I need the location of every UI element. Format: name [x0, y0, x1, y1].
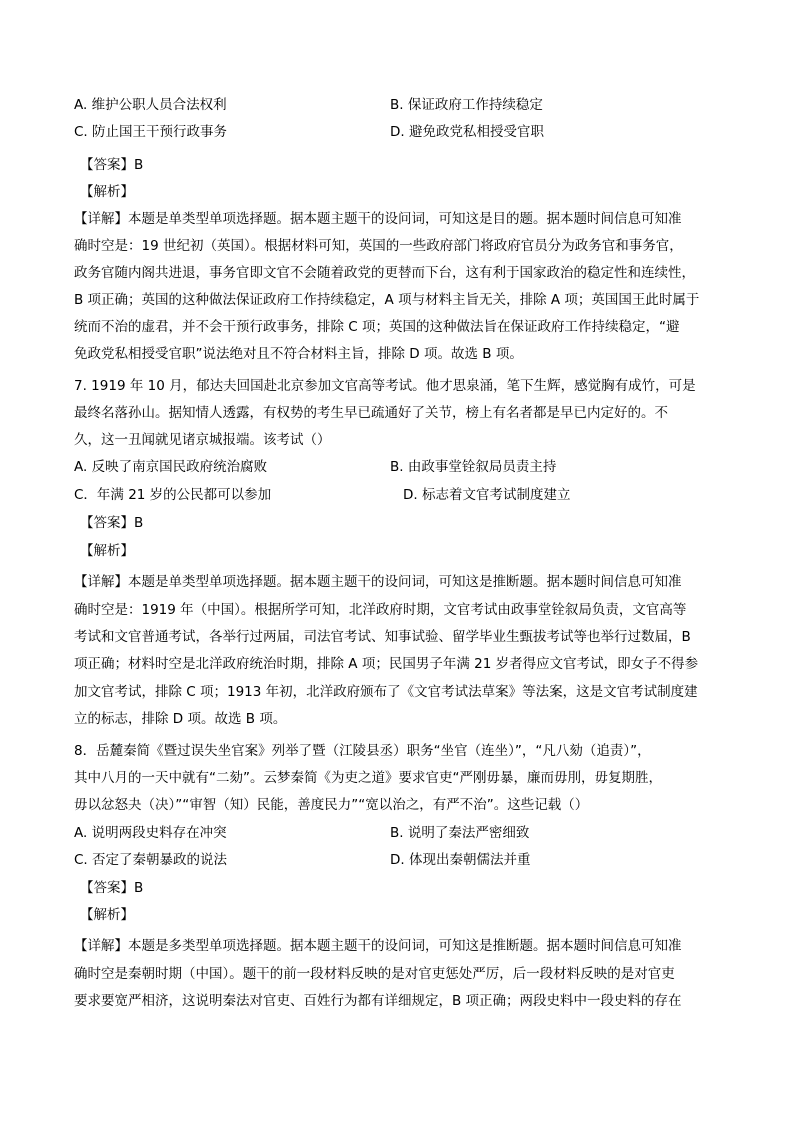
q7-option-d: D. 标志着文官考试制度建立 [403, 487, 571, 503]
q6-detail-line: 确时空是：19 世纪初（英国）。根据材料可知，英国的一些政府部门将政府官员分为政务官和事务官， [74, 238, 683, 254]
q7-analysis-label: 【解析】 [80, 543, 134, 559]
q6-detail-line: 政务官随内阁共进退，事务官即文官不会随着政党的更替而下台，这有利于国家政治的稳定性和连续性， [74, 265, 695, 281]
q6-detail-line: 统而不治的虚君，并不会干预行政事务，排除 C 项；英国的这种做法旨在保证政府工作持续稳定，“避 [74, 319, 680, 335]
q7-stem-line: 最终名落孙山。据知情人透露，有权势的考生早已疏通好了关节，榜上有名者都是早已内定好的。不 [74, 405, 668, 421]
q7-option-b: B. 由政事堂铨叙局员责主持 [390, 459, 557, 475]
q6-detail-line: B 项正确；英国的这种做法保证政府工作持续稳定，A 项与材料主旨无关，排除 A 项；英国国王此时属于 [74, 292, 700, 308]
q6-analysis-label: 【解析】 [80, 184, 134, 200]
q7-option-a: A. 反映了南京国民政府统治腐败 [74, 459, 268, 475]
q8-option-d: D. 体现出秦朝儒法并重 [390, 852, 531, 868]
q7-detail-line: 【详解】本题是单类型单项选择题。据本题主题干的设问词，可知这是推断题。据本题时间信息可知准 [74, 574, 682, 590]
q7-answer: 【答案】B [80, 515, 144, 531]
q8-option-b: B. 说明了秦法严密细致 [390, 825, 530, 841]
q7-option-c: C．年满 21 岁的公民都可以参加 [74, 487, 272, 503]
q7-detail-line: 立的标志，排除 D 项。故选 B 项。 [74, 711, 287, 727]
q8-stem-line: 8．岳麓秦简《暨过误失坐官案》列举了暨（江陵县丞）职务“坐官（连坐）”，“凡八劾（追责）”， [74, 743, 651, 759]
q8-option-c: C. 否定了秦朝暴政的说法 [74, 852, 228, 868]
q8-detail-line: 【详解】本题是多类型单项选择题。据本题主题干的设问词，可知这是推断题。据本题时间信息可知准 [74, 938, 682, 954]
q7-detail-line: 确时空是：1919 年（中国）。根据所学可知，北洋政府时期，文官考试由政事堂铨叙局负责，文官高等 [74, 602, 687, 618]
q8-detail-line: 确时空是秦朝时期（中国）。题干的前一段材料反映的是对官吏惩处严厉，后一段材料反映的是对官吏 [74, 966, 675, 982]
q8-detail-line: 要求要宽严相济，这说明秦法对官吏、百姓行为都有详细规定，B 项正确；两段史料中一段史料的存在 [74, 993, 682, 1009]
q8-option-a: A. 说明两段史料存在冲突 [74, 825, 227, 841]
q8-analysis-label: 【解析】 [80, 907, 134, 923]
q6-option-c: C. 防止国王干预行政事务 [74, 124, 228, 140]
q6-option-b: B. 保证政府工作持续稳定 [390, 97, 543, 113]
q7-detail-line: 加文官考试，排除 C 项；1913 年初，北洋政府颁布了《文官考试法草案》等法案，这是文官考试制度建 [74, 684, 698, 700]
q6-option-d: D. 避免政党私相授受官职 [390, 124, 544, 140]
q6-detail-line: 【详解】本题是单类型单项选择题。据本题主题干的设问词，可知这是目的题。据本题时间信息可知准 [74, 211, 682, 227]
q8-stem-line: 毋以忿怒夬（决）”“审智（知）民能，善度民力”“宽以治之，有严不治”。这些记载（） [74, 797, 589, 813]
q7-detail-line: 项正确；材料时空是北洋政府统治时期，排除 A 项；民国男子年满 21 岁者得应文官考试，即女子不得参 [74, 656, 699, 672]
q6-answer: 【答案】B [80, 157, 144, 173]
q7-detail-line: 考试和文官普通考试，各举行过两届，司法官考试、知事试验、留学毕业生甄拔考试等也举行过数届，B [74, 629, 691, 645]
q6-detail-line: 免政党私相授受官职”说法绝对且不符合材料主旨，排除 D 项。故选 B 项。 [74, 346, 523, 362]
q8-stem-line: 其中八月的一天中就有“二劾”。云梦秦简《为吏之道》要求官吏“严刚毋暴，廉而毋刖，毋复期胜， [74, 770, 662, 786]
q7-stem-line: 久，这一丑闻就见诸京城报端。该考试（） [74, 432, 331, 448]
q7-stem-line: 7. 1919 年 10 月，郁达夫回国赴北京参加文官高等考试。他才思泉涌，笔下生辉，感觉胸有成竹，可是 [74, 378, 696, 394]
q8-answer: 【答案】B [80, 880, 144, 896]
q6-option-a: A. 维护公职人员合法权利 [74, 97, 227, 113]
